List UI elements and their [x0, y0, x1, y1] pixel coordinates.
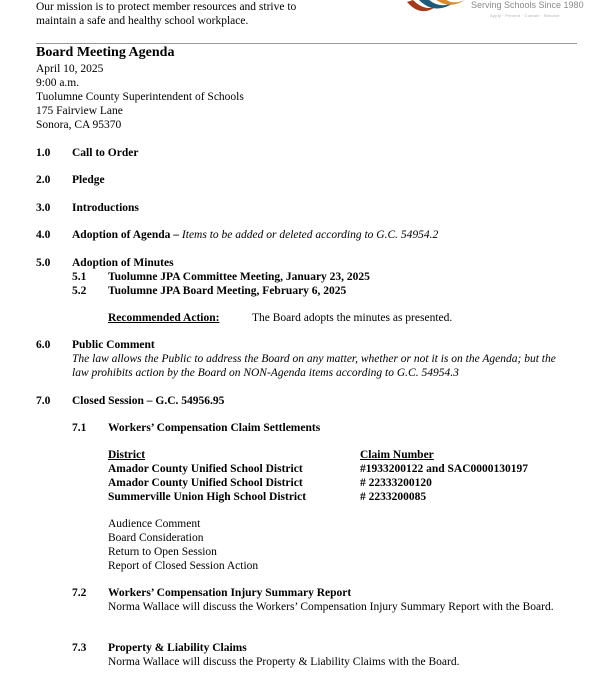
item-number: 4.0	[36, 229, 51, 241]
item-title-call-to-order: Call to Order	[72, 147, 139, 159]
column-header-claim-number: Claim Number	[360, 449, 434, 461]
claim-district: Amador County Unified School District	[108, 463, 303, 475]
meeting-time: 9:00 a.m.	[36, 77, 80, 89]
item-number: 5.0	[36, 257, 51, 269]
subitem-number: 5.1	[72, 271, 87, 283]
subitem-title: Tuolumne JPA Board Meeting, February 6, 2025	[108, 285, 347, 297]
subitem-description: Norma Wallace will discuss the Property & Liability Claims with the Board.	[108, 656, 460, 668]
header-divider	[36, 43, 577, 44]
subitem-number: 7.2	[72, 587, 87, 599]
public-comment-text: The law allows the Public to address the Board on any matter, whether or not it is on the Agenda; but the law prohibits action by the Board on NON-Agenda items according to G.C. 54954.3	[72, 353, 556, 379]
meeting-street: 175 Fairview Lane	[36, 105, 123, 117]
meeting-date: April 10, 2025	[36, 63, 104, 75]
subitem-number: 7.1	[72, 422, 87, 434]
logo-swoosh-icon	[405, 0, 467, 14]
item-note: Items to be added or deleted according to G.C. 54954.2	[181, 229, 439, 241]
procedure-step: Return to Open Session	[108, 546, 217, 558]
organization-logo	[405, 0, 605, 20]
subitem-title: Property & Liability Claims	[108, 642, 247, 654]
item-title-introductions: Introductions	[72, 202, 139, 214]
item-title-pledge: Pledge	[72, 174, 105, 186]
logo-tagline: Serving Schools Since 1980	[471, 0, 584, 10]
claim-number: #1933200122 and SAC0000130197	[360, 463, 529, 475]
subitem-title: Workers’ Compensation Claim Settlements	[108, 422, 321, 434]
mission-statement: Our mission is to protect member resources and strive to maintain a safe and healthy school workplace.	[36, 1, 297, 27]
item-title-closed-session: Closed Session – G.C. 54956.95	[72, 395, 225, 407]
procedure-step: Audience Comment	[108, 518, 201, 530]
claim-district: Amador County Unified School District	[108, 477, 303, 489]
meeting-location-name: Tuolumne County Superintendent of Schools	[36, 91, 244, 103]
item-number: 2.0	[36, 174, 51, 186]
item-title-text: Adoption of Agenda –	[72, 229, 180, 241]
item-number: 7.0	[36, 395, 51, 407]
item-number: 6.0	[36, 339, 51, 351]
item-number: 1.0	[36, 147, 51, 159]
subitem-title: Workers’ Compensation Injury Summary Report	[108, 587, 352, 599]
subitem-number: 7.3	[72, 642, 87, 654]
claim-number: # 22333200120	[360, 477, 432, 489]
item-title-adoption-of-agenda	[72, 228, 438, 242]
item-title-adoption-of-minutes: Adoption of Minutes	[72, 257, 174, 269]
meeting-city: Sonora, CA 95370	[36, 119, 122, 131]
item-title-public-comment: Public Comment	[72, 339, 155, 351]
logo-subtagline: Apply · Prevent · Contain · Resolve	[490, 13, 560, 18]
item-number: 3.0	[36, 202, 51, 214]
recommended-action-text: The Board adopts the minutes as presented.	[252, 312, 453, 324]
recommended-action-label: Recommended Action:	[108, 312, 220, 324]
column-header-district: District	[108, 449, 146, 461]
procedure-step: Board Consideration	[108, 532, 204, 544]
claim-district: Summerville Union High School District	[108, 491, 307, 503]
procedure-step: Report of Closed Session Action	[108, 560, 259, 572]
claim-number: # 2233200085	[360, 491, 427, 503]
subitem-title: Tuolumne JPA Committee Meeting, January 23, 2025	[108, 271, 370, 283]
page-title: Board Meeting Agenda	[36, 45, 175, 60]
subitem-number: 5.2	[72, 285, 87, 297]
subitem-description: Norma Wallace will discuss the Workers’ Compensation Injury Summary Report with the Board.	[108, 601, 554, 613]
